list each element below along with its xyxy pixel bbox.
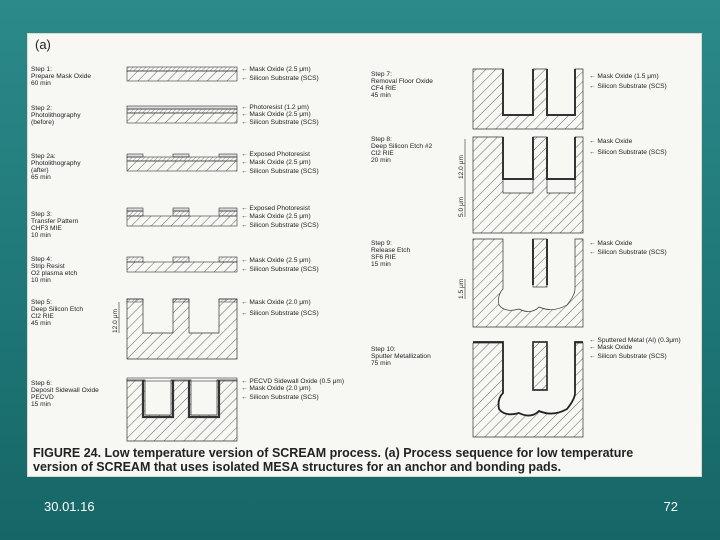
step-6-label-2: ← Mask Oxide (2.0 μm) [241,385,311,392]
step-5-line2: Cl2 RIE [31,313,54,320]
step-2a-line2: (after) [31,167,49,174]
step-9-line3: 15 min [371,261,391,268]
step-9-line2: SF6 RIE [371,254,396,261]
step-3-line1: Transfer Pattern [31,218,79,225]
step-7-title: Step 7: [371,71,392,78]
step-4-line3: 10 min [31,277,51,284]
step-2a-title: Step 2a: [31,153,56,160]
step-3-line2: CHF3 MIE [31,225,62,232]
step-10-label-3: ← Silicon Substrate (SCS) [589,353,667,360]
step-6-line2: PECVD [31,394,54,401]
step-3-title: Step 3: [31,211,52,218]
step-2-label-2: ← Mask Oxide (2.5 μm) [241,111,311,118]
slide-page-number: 72 [663,499,678,514]
step-3 [31,205,319,239]
step-8-label-1: ← Mask Oxide [589,138,633,145]
step-1-label-1: ← Mask Oxide (2.5 μm) [241,66,311,73]
step-4 [31,256,319,284]
step-10-title: Step 10: [371,346,396,353]
step-9-dim: 1.5 μm [458,278,465,299]
step-2a-line1: Photolithography [31,160,81,167]
step-8 [371,136,667,233]
step-4-label-1: ← Mask Oxide (2.5 μm) [241,257,311,264]
step-6-line3: 15 min [31,401,51,408]
step-1-line2: 60 min [31,80,51,87]
step-2a-label-2: ← Mask Oxide (2.5 μm) [241,159,311,166]
step-8-line2: Cl2 RIE [371,150,394,157]
step-10-line2: 75 min [371,360,391,367]
step-2a-label-3: ← Silicon Substrate (SCS) [241,168,319,175]
step-10-label-2: ← Mask Oxide [589,344,633,351]
step-2-line1: Photolithography [31,112,81,119]
step-2a-label-1: ← Exposed Photoresist [241,151,310,158]
step-2-photoresist [127,106,237,109]
step-1-label-2: ← Silicon Substrate (SCS) [241,75,319,82]
step-3-label-2: ← Mask Oxide (2.5 μm) [241,213,311,220]
step-10-label-1: ← Sputtered Metal (Al) (0.3μm) [589,337,681,344]
step-9-label-1: ← Mask Oxide [589,240,633,247]
step-8-title: Step 8: [371,136,392,143]
step-5-label-1: ← Mask Oxide (2.0 μm) [241,299,311,306]
step-1-line1: Prepare Mask Oxide [31,73,92,80]
step-8-dim: 12.0 μm [458,155,465,179]
process-diagram [27,33,702,477]
slide-date: 30.01.16 [44,499,95,514]
step-4-line2: O2 plasma etch [31,270,78,277]
step-5-title: Step 5: [31,299,52,306]
step-2-label-1: ← Photoresist (1.2 μm) [241,104,309,111]
figure-part-label: (a) [35,37,51,52]
step-9-label-2: ← Silicon Substrate (SCS) [589,249,667,256]
step-7-label-1: ← Mask Oxide (1.5 μm) [589,73,659,80]
step-2-title: Step 2: [31,105,52,112]
step-6 [31,378,344,441]
step-8-line3: 20 min [371,157,391,164]
step-2-label-3: ← Silicon Substrate (SCS) [241,119,319,126]
step-6-line1: Deposit Sidewall Oxide [31,387,99,394]
scanned-figure [27,33,702,477]
step-8-dim2: 5.0 μm [458,196,465,217]
step-2-line2: (before) [31,119,55,126]
step-9 [371,239,667,327]
step-1-mask-oxide [127,67,237,71]
step-5-line3: 45 min [31,320,51,327]
step-8-line1: Deep Silicon Etch #2 [371,143,433,150]
step-9-line1: Release Etch [371,247,411,254]
step-4-label-2: ← Silicon Substrate (SCS) [241,266,319,273]
step-5-dim: 12.0 μm [112,309,119,333]
step-1-title: Step 1: [31,66,52,73]
step-5 [31,299,319,359]
figure-caption-line1: FIGURE 24. Low temperature version of SCREAM process. (a) Process sequence for low temperature [33,446,634,460]
step-1 [31,66,319,87]
step-7-label-2: ← Silicon Substrate (SCS) [589,83,667,90]
step-2-mask-oxide [127,109,237,113]
step-2 [31,104,319,126]
step-6-label-1: ← PECVD Sidewall Oxide (0.5 μm) [241,378,345,385]
step-5-line1: Deep Silicon Etch [31,306,84,313]
step-3-line3: 10 min [31,232,51,239]
step-4-title: Step 4: [31,256,52,263]
step-2a-line3: 65 min [31,174,51,181]
step-7-line3: 45 min [371,92,391,99]
step-10-line1: Sputter Metallization [371,353,431,360]
step-6-label-3: ← Silicon Substrate (SCS) [241,394,319,401]
step-7-line1: Removal Floor Oxide [371,78,433,85]
figure-caption-line2: version of SCREAM that uses isolated MESA structures for an anchor and bonding pads. [33,460,562,474]
step-1-substrate [127,71,237,81]
step-4-line1: Strip Resist [31,263,65,270]
step-3-label-1: ← Exposed Photoresist [241,205,310,212]
step-2a [31,151,319,181]
step-7 [371,69,667,129]
step-2-substrate [127,113,237,123]
step-7-line2: CF4 RIE [371,85,397,92]
step-3-label-3: ← Silicon Substrate (SCS) [241,222,319,229]
step-10 [371,337,681,437]
step-9-title: Step 9: [371,240,392,247]
step-5-label-2: ← Silicon Substrate (SCS) [241,310,319,317]
step-6-title: Step 6: [31,380,52,387]
step-8-label-2: ← Silicon Substrate (SCS) [589,149,667,156]
